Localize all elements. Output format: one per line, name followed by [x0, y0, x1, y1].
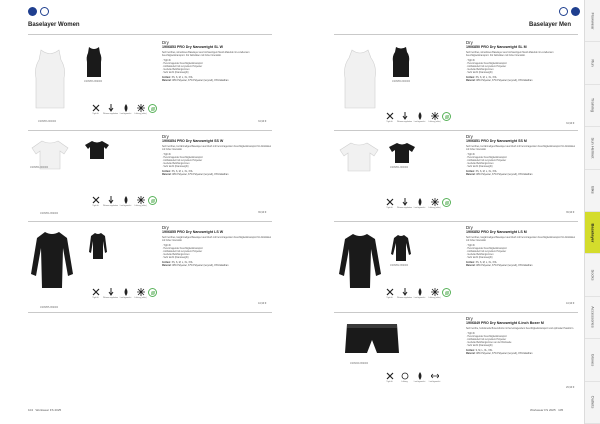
feature-item: · Antibakteriell mit recyceltem Polyester [162, 160, 203, 162]
feather-icon: Leichtgewicht [120, 288, 131, 299]
feature-item: · Tight fit [162, 154, 171, 156]
product-image-black-singlet [84, 46, 104, 78]
feature-item: · Hervorragender Feuchtigkeitstransport [466, 157, 507, 159]
product-image-black-singlet [390, 46, 412, 78]
feather-icon: Leichtgewicht [414, 112, 425, 123]
product-image-black-longsleeve [30, 230, 74, 290]
feature-icons [90, 104, 146, 115]
tab-sun-helmet[interactable]: Sun Helmet [585, 127, 600, 169]
spec-block: Größen: XS, S, M, L, XL, XXL Material: 48% Polyester, 37% Polyester (recycelt), 15% Elasthan [466, 262, 533, 268]
spec-block: Größen: S, M, L, XL, XXL Material: 48% Polyester, 37% Polyester (recycelt), 15% Elasthan [466, 350, 533, 356]
product-description: Sehr leichte, funktionelle Boxershorts mit hervorragendem Feuchtigkeitstransport und optimaler Passform. [466, 328, 574, 330]
thermo-icon: Wärme-regulation [399, 288, 410, 299]
product-description: Sehr leichtes, ärmelloses Baselayer aus hochwertigem Mesh-Material mit exzellentem Feuchtigkeitstransport. Für Aktivitäten mit hoher Intensität. [162, 52, 250, 57]
feature-item: · Antibakteriell mit recyceltem Polyester [162, 66, 203, 68]
article-chip: 1906850-900000 [392, 80, 411, 83]
feature-item: · Tight fit [162, 60, 171, 62]
feature-icons [90, 196, 146, 207]
feature-item: · Sehr leicht (Nanoweight) [466, 166, 493, 168]
tab-gloves[interactable]: Gloves [585, 339, 600, 381]
footer [28, 408, 61, 412]
product-name: 1906852 PRO Dry Nanoweight LS M [466, 230, 527, 234]
catalog-title: Workwear FS 2025 [530, 408, 556, 412]
feature-list [466, 60, 576, 75]
eco-badge-icon [148, 288, 157, 297]
product-text [466, 134, 576, 177]
feature-item: · Antibakteriell mit recyceltem Polyester [466, 339, 507, 341]
tab-socks[interactable]: Socks [585, 254, 600, 296]
product-price: 44,99 € [258, 302, 267, 305]
divider [28, 221, 272, 222]
product-image-black-longsleeve-back [88, 232, 108, 260]
tab-training[interactable]: Training [585, 85, 600, 127]
article-chip: 1906852-999000 [390, 264, 409, 267]
article-chip: 1906849-999000 [350, 362, 369, 365]
product-name: 1906851 PRO Dry Nanoweight SS M [466, 139, 527, 143]
spec-block: Größen: XS, S, M, L, XL, XXL Material: 48% Polyester, 37% Polyester (recycelt), 15% Elasthan [162, 171, 229, 177]
divider [28, 130, 272, 131]
feature-item: · Antibakteriell mit recyceltem Polyester [466, 251, 507, 253]
thermo-icon: Wärme-regulation [399, 198, 410, 209]
feature-item: · Hervorragender Feuchtigkeitstransport [162, 157, 203, 159]
feature-list [466, 333, 576, 348]
eco-badge-icon [442, 198, 451, 207]
feature-item: · Hervorragender Feuchtigkeitstransport [466, 63, 507, 65]
product-line: Dry [466, 316, 473, 321]
product-price: 29,99 € [566, 386, 575, 389]
feature-item: · Tight fit [466, 154, 475, 156]
product-image-white-singlet [340, 48, 380, 110]
feature-list [162, 245, 272, 260]
feather-icon: Leichtgewicht [414, 288, 425, 299]
article-chip: 1906854-999000 [40, 212, 59, 215]
feature-item: · Sehr leicht (Nanoweight) [162, 257, 189, 259]
product-price: 39,99 € [258, 211, 267, 214]
product-text [466, 316, 576, 356]
chapter-tabs [584, 0, 600, 424]
tab-bike[interactable]: Bike [585, 170, 600, 212]
eco-badge-icon [442, 288, 451, 297]
right-page [304, 0, 584, 424]
product-image-white-tee [338, 142, 380, 172]
product-name: 1906853 PRO Dry Nanoweight SL W [162, 45, 224, 49]
product-line: Dry [162, 225, 169, 230]
tight-fit-icon: Tight fit [90, 104, 101, 115]
product-name: 1906850 PRO Dry Nanoweight SL M [466, 45, 527, 49]
feature-item: · Tight fit [466, 245, 475, 247]
product-description: Sehr leichtes, langärmeliges Baselayer aus Mesh mit hervorragendem Feuchtigkeitstransport für Aktivitäten mit hoher Intensität. [466, 237, 576, 242]
eco-badge-icon [442, 112, 451, 121]
product-line: Dry [466, 134, 473, 139]
article-chip: 1906854-900000 [30, 166, 49, 169]
product-price: 34,99 € [258, 120, 267, 123]
product-description: Sehr leichtes, langärmeliges Baselayer aus Mesh mit hervorragendem Feuchtigkeitstransport für Aktivitäten mit hoher Intensität. [162, 237, 272, 242]
thermo-icon: Wärme-regulation [105, 288, 116, 299]
feature-item: · Hervorragender Feuchtigkeitstransport [466, 336, 507, 338]
feature-icons [384, 372, 440, 383]
divider [334, 34, 578, 35]
product-name: 1906849 PRO Dry Nanoweight 6-inch Boxer M [466, 321, 544, 325]
product-image-black-tee [84, 140, 110, 160]
article-chip: 1906851-900000 [390, 166, 409, 169]
feature-item: · Gezielte Belüftungszonen [162, 163, 190, 165]
feature-item: · Antibakteriell mit recyceltem Polyester [162, 251, 203, 253]
product-price: 34,99 € [566, 122, 575, 125]
product-line: Dry [466, 225, 473, 230]
feature-item: · Hervorragender Feuchtigkeitstransport [466, 248, 507, 250]
thermo-icon: Wärme-regulation [105, 196, 116, 207]
brand-logo [28, 7, 37, 16]
snowflake-icon: Lüftung (aktiv) [429, 198, 440, 209]
feature-item: · Gezielte Belüftungszonen [466, 254, 494, 256]
feature-item: · Antibakteriell mit recyceltem Polyester [466, 160, 507, 162]
tab-outlets[interactable]: Outlets [585, 382, 600, 424]
feature-list [466, 245, 576, 260]
feather-icon: Leichtgewicht [120, 104, 131, 115]
spec-block: Größen: XS, S, M, L, XL, XXL Material: 48% Polyester, 37% Polyester (recycelt), 15% Elasthan [466, 171, 533, 177]
feature-icons [384, 198, 440, 209]
feature-item: · Sehr leicht (Nanoweight) [466, 72, 493, 74]
feature-item: · Tight fit [162, 245, 171, 247]
product-name: 1906855 PRO Dry Nanoweight LS W [162, 230, 224, 234]
article-chip: 1906855-999000 [40, 306, 59, 309]
feature-item: · Gezielte Belüftungszonen an der Rückseite [466, 342, 512, 344]
product-line: Dry [466, 40, 473, 45]
feature-item: · Gezielte Belüftungszonen [466, 163, 494, 165]
product-description: Sehr leichtes, kurzärmeliges Baselayer aus Mesh mit hervorragendem Feuchtigkeitstransport für Aktivitäten mit hoher Intensität. [162, 146, 272, 151]
thermo-icon: Wärme-regulation [105, 104, 116, 115]
feature-item: · Sehr leicht (Nanoweight) [466, 257, 493, 259]
feather-icon: Leichtgewicht [414, 198, 425, 209]
left-page [0, 0, 296, 424]
tab-baselayer[interactable]: Baselayer [585, 212, 600, 254]
feature-item: · Sehr leicht (Nanoweight) [162, 166, 189, 168]
feature-item: · Gezielte Belüftungszonen [466, 69, 494, 71]
snowflake-icon: Lüftung (aktiv) [135, 288, 146, 299]
feature-list [162, 154, 272, 169]
product-image-white-singlet [30, 48, 70, 110]
spec-block: Größen: XS, S, M, L, XL, XXL Material: 48% Polyester, 37% Polyester (recycelt), 15% Elasthan [162, 77, 229, 83]
eco-badge-icon [148, 104, 157, 113]
divider [28, 34, 272, 35]
feature-list [162, 60, 272, 75]
feature-item: · Sehr leicht (Nanoweight) [162, 72, 189, 74]
feature-icons [90, 288, 146, 299]
spec-block: Größen: XS, S, M, L, XL, XXL Material: 48% Polyester, 37% Polyester (recycelt), 15% Elasthan [466, 77, 533, 83]
product-image-black-tee [388, 142, 416, 164]
article-chip: 1906853-999000 [84, 80, 103, 83]
eco-badge-icon [148, 196, 157, 205]
product-text [466, 40, 576, 83]
tight-fit-icon: Tight fit [90, 288, 101, 299]
feature-item: · Gezielte Belüftungszonen [162, 254, 190, 256]
product-line: Dry [162, 134, 169, 139]
feature-item: · Sehr leicht (Nanoweight) [466, 345, 493, 347]
article-chip: 1906853-900000 [38, 120, 57, 123]
tab-accessories[interactable]: Accessories [585, 297, 600, 339]
divider [334, 221, 578, 222]
product-image-boxer [344, 322, 400, 356]
divider [28, 312, 272, 313]
product-text [162, 225, 272, 268]
tight-fit-icon: Tight fit [384, 288, 395, 299]
footer [530, 408, 563, 412]
tight-fit-icon: Tight fit [90, 196, 101, 207]
tab-flowwear[interactable]: Flowwear [585, 0, 600, 42]
brand-seal-icon [559, 7, 568, 16]
brand-seal-icon [40, 7, 49, 16]
spec-block: Größen: XS, S, M, L, XL, XXL Material: 48% Polyester, 37% Polyester (recycelt), 15% Elasthan [162, 262, 229, 268]
product-line: Dry [162, 40, 169, 45]
snowflake-icon: Lüftung (aktiv) [429, 112, 440, 123]
section-title: Baselayer Men [529, 22, 572, 28]
feature-item: · Hervorragender Feuchtigkeitstransport [162, 248, 203, 250]
brand-logo [571, 7, 580, 16]
feather-icon: Leichtgewicht [414, 372, 425, 383]
feature-item: · Antibakteriell mit recyceltem Polyester [466, 66, 507, 68]
vent-icon: Lüftung [399, 372, 410, 383]
product-name: 1906854 PRO Dry Nanoweight SS W [162, 139, 224, 143]
feature-item: · Tight fit [466, 333, 475, 335]
tight-fit-icon: Tight fit [384, 112, 395, 123]
divider [334, 312, 578, 313]
product-text [162, 40, 272, 83]
feature-item: · Hervorragender Feuchtigkeitstransport [162, 63, 203, 65]
page-number: 105 [558, 408, 564, 412]
product-price: 44,99 € [566, 302, 575, 305]
tight-fit-icon: Tight fit [384, 198, 395, 209]
snowflake-icon: Lüftung (aktiv) [135, 196, 146, 207]
product-description: Sehr leichtes, ärmelloses Baselayer aus hochwertigem Mesh-Material mit exzellentem Feuchtigkeitstransport. Für Aktivitäten mit hoher Intensität. [466, 52, 554, 57]
snowflake-icon: Lüftung (aktiv) [135, 104, 146, 115]
tight-fit-icon: Tight fit [384, 372, 395, 383]
tab-run[interactable]: Run [585, 42, 600, 84]
page-number: 104 [28, 408, 34, 412]
product-text [466, 225, 576, 268]
product-description: Sehr leichtes, kurzärmeliges Baselayer aus Mesh mit hervorragendem Feuchtigkeitstransport für Aktivitäten mit hoher Intensität. [466, 146, 576, 151]
product-image-black-longsleeve-back [390, 234, 412, 262]
section-title: Baselayer Women [28, 22, 80, 28]
feature-item: · Tight fit [466, 60, 475, 62]
divider [334, 130, 578, 131]
feature-item: · Gezielte Belüftungszonen [162, 69, 190, 71]
catalog-title: Workwear FS 2025 [35, 408, 62, 412]
feather-icon: Leichtgewicht [120, 196, 131, 207]
feature-list [466, 154, 576, 169]
feature-icons [384, 112, 440, 123]
snowflake-icon: Lüftung (aktiv) [429, 288, 440, 299]
product-image-black-longsleeve [338, 232, 382, 290]
feature-icons [384, 288, 440, 299]
product-price: 39,99 € [566, 211, 575, 214]
thermo-icon: Wärme-regulation [399, 112, 410, 123]
stretch-icon: Leichtgewicht [429, 372, 440, 383]
product-text [162, 134, 272, 177]
